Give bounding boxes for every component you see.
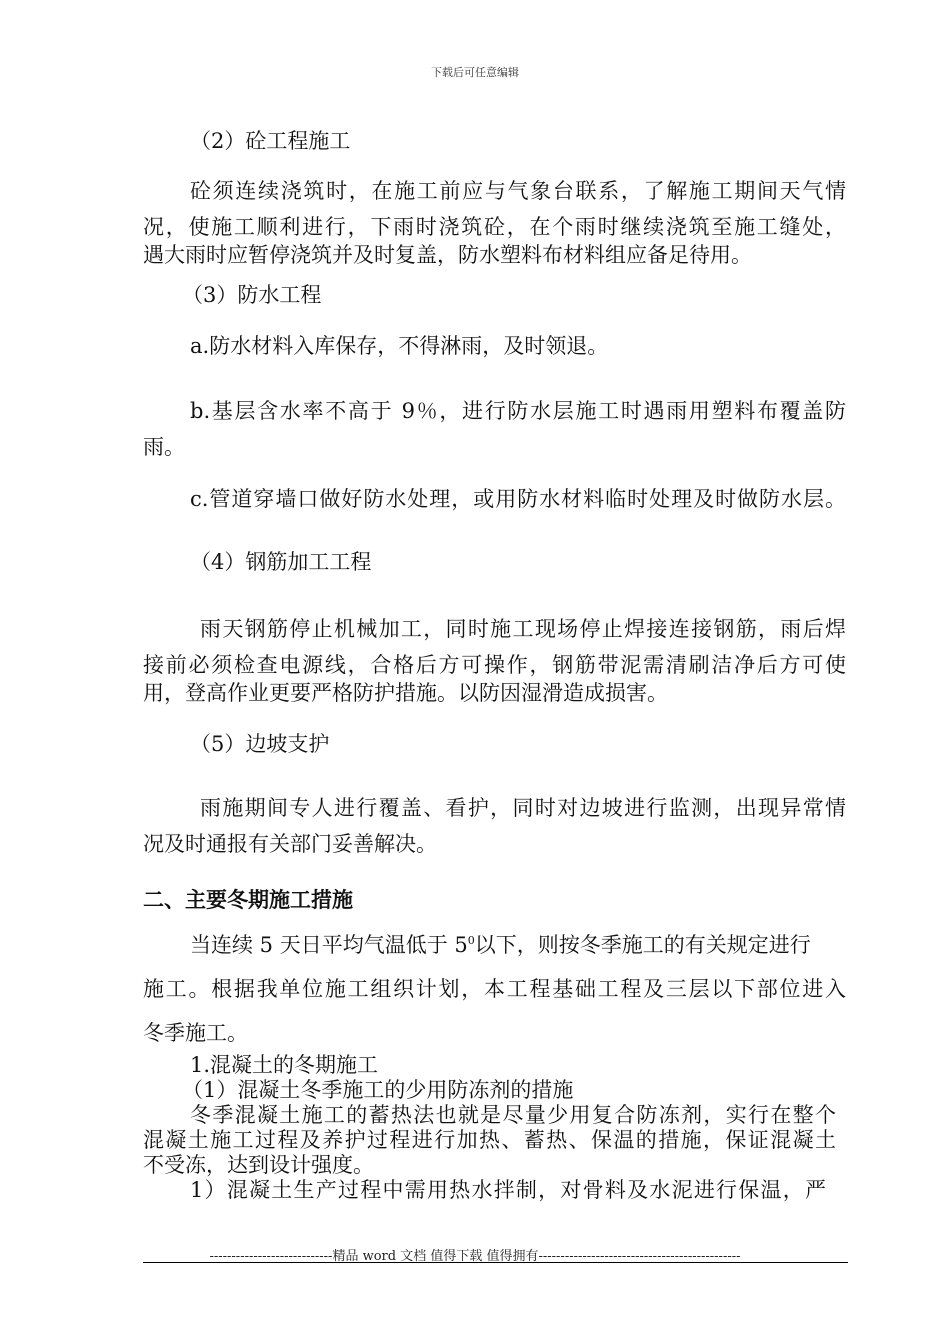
paragraph-waterproof-b-line1: b.基层含水率不高于 9％，进行防水层施工时遇雨用塑料布覆盖防 xyxy=(190,399,846,423)
paragraph-production-line1: 1）混凝土生产过程中需用热水拌制，对骨料及水泥进行保温，严 xyxy=(190,1178,826,1202)
paragraph-winter-line3: 冬季施工。 xyxy=(143,1021,248,1045)
paragraph-concrete-line3: 遇大雨时应暂停浇筑并及时复盖，防水塑料布材料组应备足待用。 xyxy=(143,243,752,267)
paragraph-waterproof-c: c.管道穿墙口做好防水处理，或用防水材料临时处理及时做防水层。 xyxy=(190,487,846,511)
paragraph-rebar-line1: 雨天钢筋停止机械加工，同时施工现场停止焊接连接钢筋，雨后焊 xyxy=(200,617,846,641)
heading-antifreeze-measures: （1）混凝土冬季施工的少用防冻剂的措施 xyxy=(182,1078,574,1102)
paragraph-slope-line1: 雨施期间专人进行覆盖、看护，同时对边坡进行监测，出现异常情 xyxy=(200,796,846,820)
heading-waterproof-work: （3）防水工程 xyxy=(182,283,322,307)
paragraph-concrete-line2: 况，使施工顺利进行，下雨时浇筑砼，在个雨时继续浇筑至施工缝处， xyxy=(143,215,846,239)
section-heading-winter: 二、主要冬期施工措施 xyxy=(143,887,353,912)
paragraph-rebar-line3: 用，登高作业更要严格防护措施。以防因湿滑造成损害。 xyxy=(143,681,668,705)
paragraph-heat-storage-line2: 混凝土施工过程及养护过程进行加热、蓄热、保温的措施，保证混凝土 xyxy=(143,1128,836,1152)
footer-rule xyxy=(143,1262,848,1263)
paragraph-winter-line1-part1: 当连续 5 天日平均气温低于 5 xyxy=(190,933,468,957)
header-watermark: 下载后可任意编辑 xyxy=(431,66,519,79)
degree-superscript: 0 xyxy=(467,934,475,947)
paragraph-winter-line1-part2: 以下，则按冬季施工的有关规定进行 xyxy=(474,933,811,957)
paragraph-slope-line2: 况及时通报有关部门妥善解决。 xyxy=(143,832,437,856)
paragraph-winter-line1 xyxy=(190,932,846,958)
footer-text: ----------------------------精品 word 文档 值得下载 值得拥有---------------------------------------------- xyxy=(209,1249,741,1264)
paragraph-heat-storage-line3: 不受冻，达到设计强度。 xyxy=(143,1153,374,1177)
heading-concrete-work: （2）砼工程施工 xyxy=(190,129,351,153)
heading-concrete-winter: 1.混凝土的冬期施工 xyxy=(190,1053,379,1077)
paragraph-rebar-line2: 接前必须检查电源线，合格后方可操作，钢筋带泥需清刷洁净后方可使 xyxy=(143,653,846,677)
heading-rebar-work: （4）钢筋加工工程 xyxy=(190,550,372,574)
paragraph-waterproof-b-line2: 雨。 xyxy=(143,435,185,459)
heading-slope-support: （5）边坡支护 xyxy=(190,732,330,756)
paragraph-concrete-line1: 砼须连续浇筑时，在施工前应与气象台联系，了解施工期间天气情 xyxy=(190,179,846,203)
paragraph-waterproof-a: a.防水材料入库保存，不得淋雨，及时领退。 xyxy=(190,334,609,358)
paragraph-winter-line2: 施工。根据我单位施工组织计划，本工程基础工程及三层以下部位进入 xyxy=(143,977,846,1001)
paragraph-heat-storage-line1: 冬季混凝土施工的蓄热法也就是尽量少用复合防冻剂，实行在整个 xyxy=(190,1103,836,1127)
